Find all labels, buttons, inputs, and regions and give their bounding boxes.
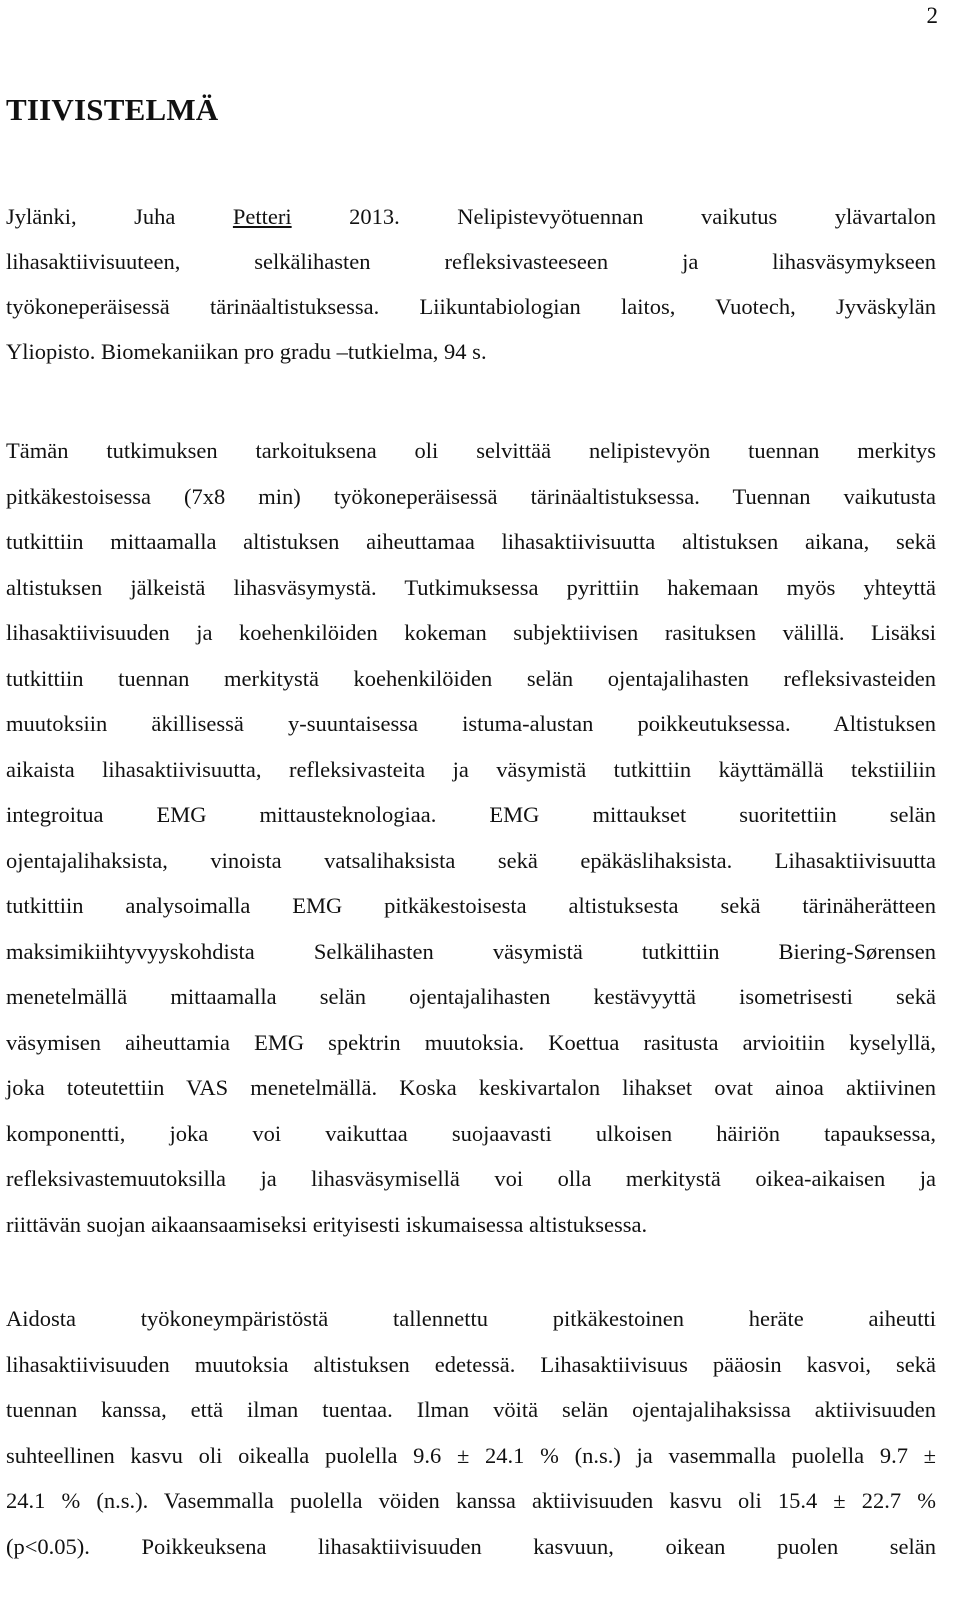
citation-line-1-rest: 2013. Nelipistevyötuennan vaikutus ylävartalon bbox=[291, 204, 936, 229]
paragraph-line: väsymisen aiheuttamia EMG spektrin muutoksia. Koettua rasitusta arvioitiin kyselyllä, bbox=[6, 1029, 936, 1055]
citation-author: Jylänki, Juha bbox=[6, 204, 233, 229]
page-number: 2 bbox=[926, 3, 938, 28]
paragraph-line: komponentti, joka voi vaikuttaa suojaavasti ulkoisen häiriön tapauksessa, bbox=[6, 1120, 936, 1146]
citation-line-3: työkoneperäisessä tärinäaltistuksessa. Liikuntabiologian laitos, Vuotech, Jyväskylän bbox=[6, 294, 936, 319]
citation-line-1 bbox=[6, 194, 936, 239]
paragraph-line: lihasaktiivisuuden ja koehenkilöiden kokeman subjektiivisen rasituksen välillä. Lisäksi bbox=[6, 620, 936, 645]
paragraph-line: Tämän tutkimuksen tarkoituksena oli selvittää nelipistevyön tuennan merkitys bbox=[6, 438, 936, 463]
paragraph-line: riittävän suojan aikaansaamiseksi erityisesti iskumaisessa altistuksessa. bbox=[6, 1211, 648, 1237]
citation-block bbox=[6, 194, 936, 374]
paragraph-line: (p<0.05). Poikkeuksena lihasaktiivisuuden kasvuun, oikean puolen selän bbox=[6, 1533, 936, 1559]
paragraph-line: refleksivastemuutoksilla ja lihasväsymisellä voi olla merkitystä oikea-aikaisen ja bbox=[6, 1166, 936, 1191]
citation-author-underlined: Petteri bbox=[232, 204, 292, 229]
paragraph-line: integroitua EMG mittausteknologiaa. EMG mittaukset suoritettiin selän bbox=[6, 802, 936, 827]
paragraph-line: menetelmällä mittaamalla selän ojentajalihasten kestävyyttä isometrisesti sekä bbox=[6, 984, 936, 1009]
page-title: TIIVISTELMÄ bbox=[6, 92, 219, 127]
paragraph-line: tutkittiin tuennan merkitystä koehenkilöiden selän ojentajalihasten refleksivasteiden bbox=[6, 665, 936, 691]
paragraph-line: tutkittiin mittaamalla altistuksen aiheuttamaa lihasaktiivisuutta altistuksen aikana, sekä bbox=[6, 529, 936, 554]
paragraph-line: lihasaktiivisuuden muutoksia altistuksen edetessä. Lihasaktiivisuus pääosin kasvoi, sekä bbox=[6, 1351, 936, 1377]
paragraph-line: joka toteutettiin VAS menetelmällä. Koska keskivartalon lihakset ovat ainoa aktiivinen bbox=[6, 1075, 936, 1100]
paragraph-line: pitkäkestoisessa (7x8 min) työkoneperäisessä tärinäaltistuksessa. Tuennan vaikutusta bbox=[6, 483, 936, 509]
paragraph-line: aikaista lihasaktiivisuutta, refleksivasteita ja väsymistä tutkittiin käyttämällä tekstiiliin bbox=[6, 756, 936, 782]
citation-line-4: Yliopisto. Biomekaniikan pro gradu –tutkielma, 94 s. bbox=[6, 339, 487, 364]
paragraph-line: suhteellinen kasvu oli oikealla puolella 9.6 ± 24.1 % (n.s.) ja vasemmalla puolella 9.7 ± bbox=[6, 1442, 936, 1468]
paragraph-line: tutkittiin analysoimalla EMG pitkäkestoisesta altistuksesta sekä tärinäherätteen bbox=[6, 893, 936, 918]
paragraph-line: Aidosta työkoneympäristöstä tallennettu pitkäkestoinen heräte aiheutti bbox=[6, 1306, 936, 1331]
paragraph-line: altistuksen jälkeistä lihasväsymystä. Tutkimuksessa pyrittiin hakemaan myös yhteyttä bbox=[6, 574, 936, 600]
abstract-paragraph-2 bbox=[6, 1296, 936, 1569]
paragraph-line: ojentajalihaksista, vinoista vatsalihaksista sekä epäkäslihaksista. Lihasaktiivisuutta bbox=[6, 847, 936, 873]
paragraph-line: 24.1 % (n.s.). Vasemmalla puolella vöiden kanssa aktiivisuuden kasvu oli 15.4 ± 22.7 % bbox=[6, 1488, 936, 1513]
paragraph-line: maksimikiihtyvyyskohdista Selkälihasten väsymistä tutkittiin Biering-Sørensen bbox=[6, 938, 936, 964]
paragraph-line: tuennan kanssa, että ilman tuentaa. Ilman vöitä selän ojentajalihaksissa aktiivisuuden bbox=[6, 1397, 936, 1422]
paragraph-line: muutoksiin äkillisessä y-suuntaisessa istuma-alustan poikkeutuksessa. Altistuksen bbox=[6, 711, 936, 736]
abstract-paragraph-1 bbox=[6, 428, 936, 1247]
citation-line-2: lihasaktiivisuuteen, selkälihasten refleksivasteeseen ja lihasväsymykseen bbox=[6, 249, 936, 274]
